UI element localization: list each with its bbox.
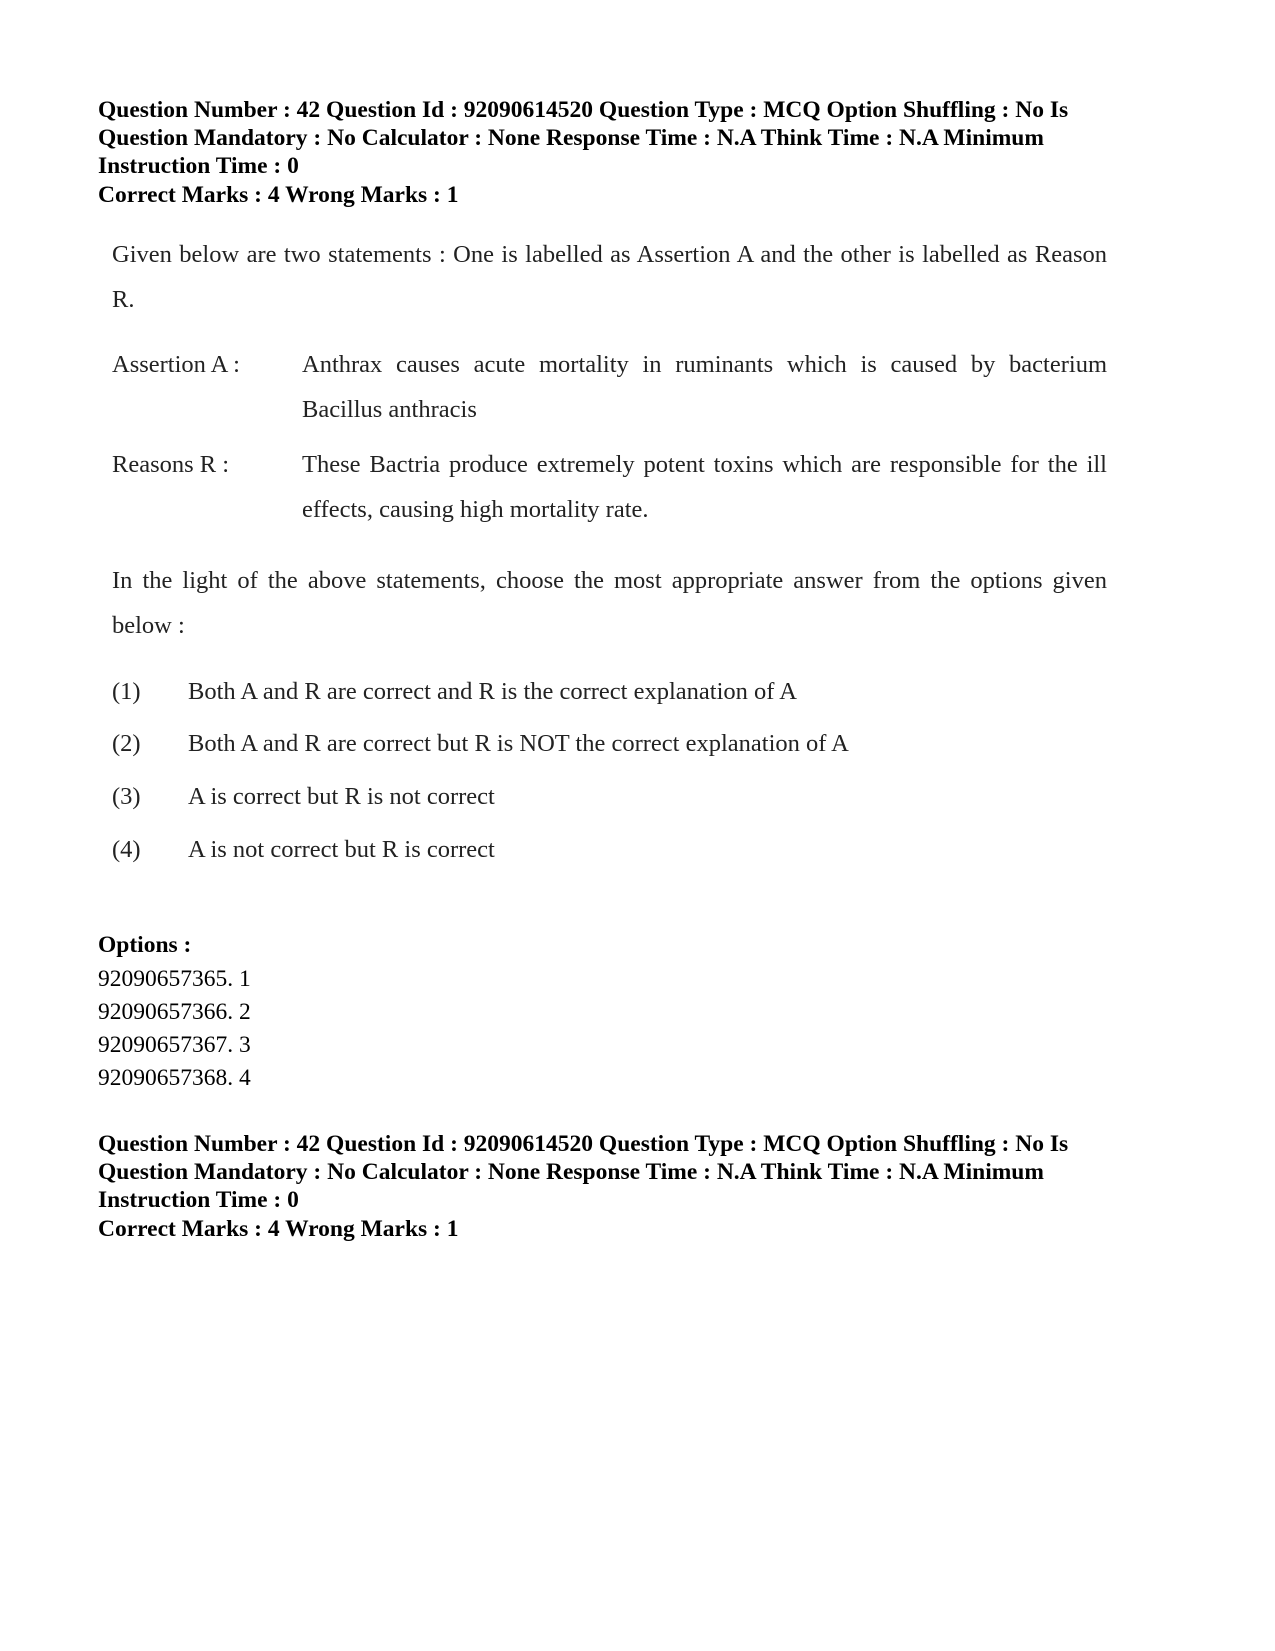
- question-header: [98, 96, 1158, 180]
- choice-number: (3): [112, 783, 141, 810]
- choice-number: (2): [112, 730, 141, 757]
- question-intro: Given below are two statements : One is labelled as Assertion A and the other is labelled as Reason R.: [112, 241, 1107, 313]
- question-instruction: In the light of the above statements, choose the most appropriate answer from the options given below :: [112, 567, 1107, 639]
- assertion-text: Anthrax causes acute mortality in ruminants which is caused by bacterium Bacillus anthracis: [302, 351, 1107, 423]
- next-question-header-line-1: Question Number : 42 Question Id : 92090614520 Question Type : MCQ Option Shuffling : No Is: [98, 1131, 1069, 1157]
- reason-text: These Bactria produce extremely potent toxins which are responsible for the ill effects, causing high mortality rate.: [302, 451, 1107, 523]
- question-header-line-1: Question Number : 42 Question Id : 92090614520 Question Type : MCQ Option Shuffling : No Is: [98, 97, 1069, 123]
- reason-label: Reasons R :: [112, 451, 230, 478]
- choice-number: (1): [112, 678, 141, 705]
- assertion-label: Assertion A :: [112, 351, 240, 378]
- marks-info: Correct Marks : 4 Wrong Marks : 1: [98, 182, 459, 208]
- choice-text: Both A and R are correct but R is NOT the correct explanation of A: [188, 730, 849, 757]
- choice-text: A is correct but R is not correct: [188, 783, 495, 810]
- option-code: 92090657367. 3: [98, 1032, 251, 1058]
- choice-text: A is not correct but R is correct: [188, 836, 495, 863]
- next-marks-info: Correct Marks : 4 Wrong Marks : 1: [98, 1216, 459, 1242]
- next-question-header: [98, 1130, 1158, 1214]
- next-question-header-line-3: Instruction Time : 0: [98, 1187, 299, 1213]
- choice-text: Both A and R are correct and R is the correct explanation of A: [188, 678, 797, 705]
- question-body: [112, 232, 1112, 863]
- next-question-header-line-2: Question Mandatory : No Calculator : None Response Time : N.A Think Time : N.A Minimum: [98, 1159, 1044, 1185]
- option-code: 92090657366. 2: [98, 999, 251, 1025]
- option-code: 92090657365. 1: [98, 966, 251, 992]
- options-heading: Options :: [98, 932, 192, 958]
- option-code: 92090657368. 4: [98, 1065, 251, 1091]
- question-header-line-2: Question Mandatory : No Calculator : None Response Time : N.A Think Time : N.A Minimum: [98, 125, 1044, 151]
- question-header-line-3: Instruction Time : 0: [98, 153, 299, 179]
- choice-number: (4): [112, 836, 141, 863]
